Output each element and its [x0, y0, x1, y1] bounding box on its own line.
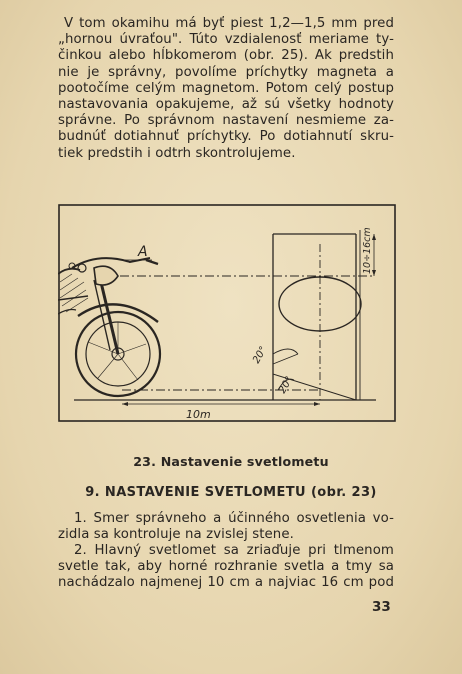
text-line: zidla sa kontroluje na zvislej stene. — [58, 527, 294, 543]
headlight-adjustment-figure — [58, 204, 396, 422]
angle-ray-top — [273, 354, 298, 364]
text-line: činkou alebo hĺbkomerom (obr. 25). Ak predstih — [58, 48, 394, 64]
paragraph-1 — [58, 511, 394, 543]
arrow-right — [314, 402, 320, 406]
text-line: svetle tak, aby horné rozhranie svetla a tmy sa — [58, 559, 394, 575]
arrow-left — [122, 402, 128, 406]
figure-drawing — [58, 204, 396, 422]
text-line: pootočíme celým magnetom. Potom celý postup — [58, 80, 394, 96]
text-line: 1. Smer správneho a účinného osvetlenia vo- — [74, 511, 394, 526]
paragraph-2 — [58, 543, 394, 592]
text-line: tiek predstih i odtrh skontrolujeme. — [58, 145, 296, 161]
text-line: „hornou úvraťou". Túto vzdialenosť meriame ty- — [58, 32, 394, 48]
section-heading: 9. NASTAVENIE SVETLOMETU (obr. 23) — [85, 485, 377, 500]
page-number: 33 — [372, 599, 391, 615]
label-angle-bottom: 20° — [277, 374, 296, 396]
angle-arc-top — [273, 349, 298, 354]
intro-paragraph — [58, 16, 394, 162]
headlight — [94, 266, 118, 285]
figure-caption: 23. Nastavenie svetlometu — [133, 454, 329, 469]
mudguard — [78, 304, 158, 322]
text-line: nastavovania opakujeme, až sú všetky hodnoty — [58, 97, 394, 113]
motorcycle-drawing — [58, 258, 160, 396]
text-line: nachádzalo najmenej 10 cm a najviac 16 cm pod — [58, 575, 394, 591]
label-a: A — [138, 244, 148, 260]
text-line: V tom okamihu má byť piest 1,2—1,5 mm pred — [64, 16, 394, 31]
label-angle-top: 20° — [251, 344, 270, 366]
text-line: správne. Po správnom nastavení nesmieme za- — [58, 113, 394, 129]
text-line: 2. Hlavný svetlomet sa zriaďuje pri tlmenom — [74, 543, 394, 558]
label-distance: 10m — [186, 408, 211, 421]
text-line: budnúť dotiahnuť príchytky. Po dotiahnutí skru- — [58, 129, 394, 145]
label-height: 10÷16cm — [362, 227, 373, 274]
text-line: nie je správny, povolíme príchytky magneta a — [58, 64, 394, 80]
